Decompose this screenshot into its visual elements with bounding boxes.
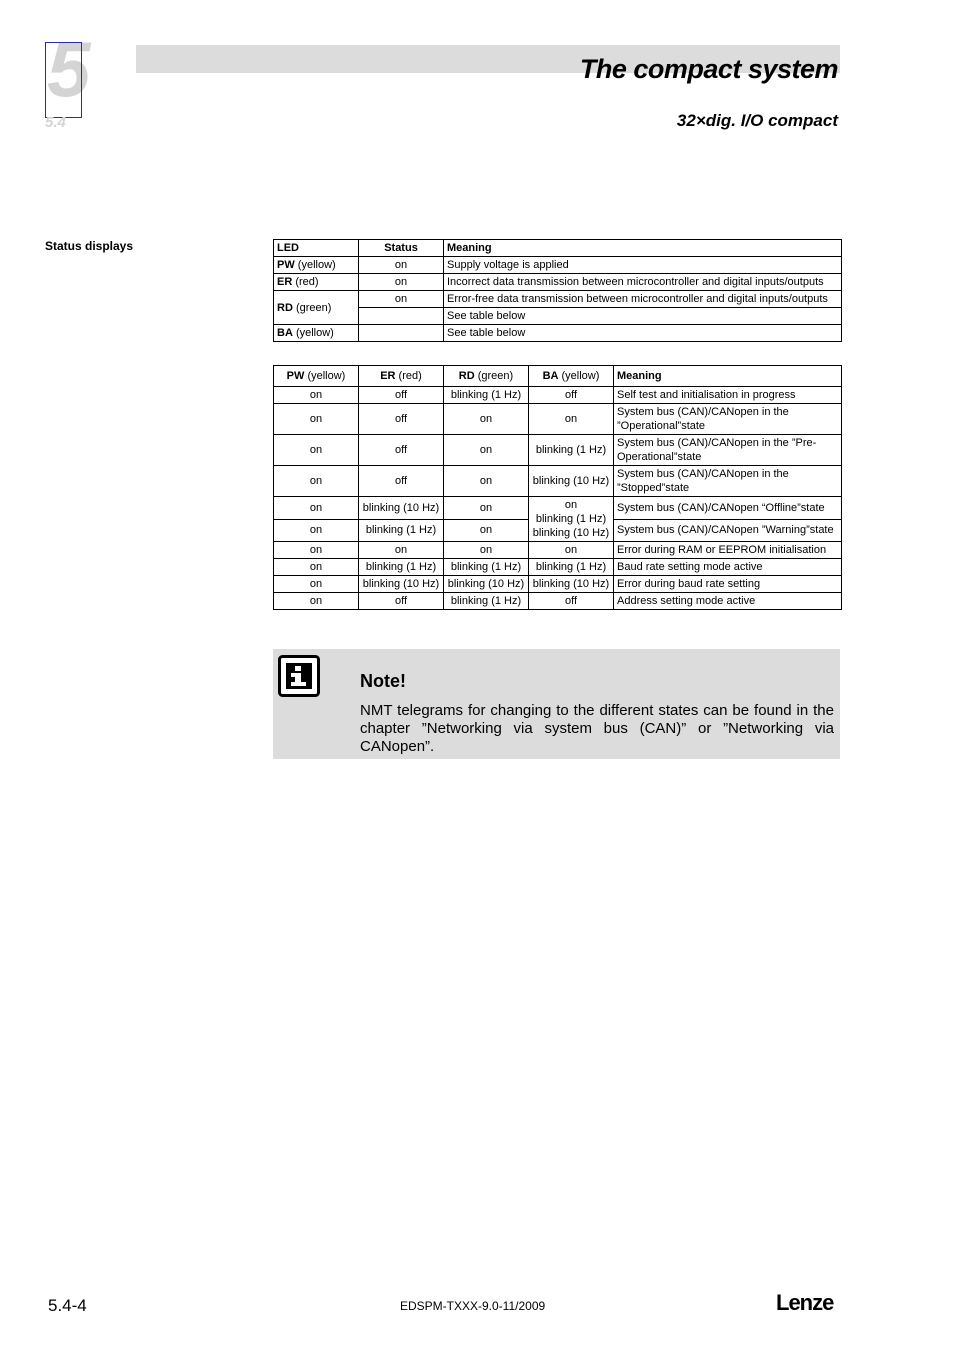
column-header — [274, 366, 359, 387]
table-row — [274, 542, 842, 559]
led-color: (red) — [398, 370, 422, 382]
led-color: (green) — [477, 370, 514, 382]
er-cell: blinking (10 Hz) — [359, 576, 444, 593]
pw-cell: on — [274, 404, 359, 435]
status-cell: on — [359, 257, 444, 274]
ba-cell: off — [529, 387, 614, 404]
table-row — [274, 593, 842, 610]
led-color: (yellow) — [295, 327, 334, 339]
table-row — [274, 404, 842, 435]
led-cell — [274, 257, 359, 274]
document-id: EDSPM-TXXX-9.0-11/2009 — [400, 1299, 546, 1313]
column-header: Status — [359, 240, 444, 257]
led-name: BA — [542, 370, 559, 382]
rd-cell: on — [444, 497, 529, 520]
table-row — [274, 559, 842, 576]
meaning-cell: System bus (CAN)/CANopen “Offline”state — [614, 497, 842, 520]
meaning-cell: Incorrect data transmission between microcontroller and digital inputs/outputs — [444, 274, 842, 291]
ba-cell: off — [529, 593, 614, 610]
er-cell: on — [359, 542, 444, 559]
table-row — [274, 325, 842, 342]
column-header: Meaning — [444, 240, 842, 257]
chapter-number: 5 — [47, 25, 91, 113]
status-cell: on — [359, 274, 444, 291]
led-color: (green) — [295, 301, 332, 314]
er-cell: off — [359, 404, 444, 435]
led-table — [273, 239, 842, 342]
led-cell — [274, 325, 359, 342]
rd-cell: blinking (1 Hz) — [444, 593, 529, 610]
led-color: (yellow) — [561, 370, 600, 382]
led-cell — [274, 291, 359, 325]
table-row — [274, 387, 842, 404]
page-title: The compact system — [579, 54, 838, 84]
ba-cell: blinking (10 Hz) — [529, 466, 614, 497]
pw-cell: on — [274, 435, 359, 466]
meaning-cell: See table below — [444, 308, 842, 325]
rd-cell: on — [444, 542, 529, 559]
meaning-cell: See table below — [444, 325, 842, 342]
led-name: ER — [277, 276, 293, 288]
pw-cell: on — [274, 519, 359, 542]
table-row — [274, 435, 842, 466]
meaning-cell: Error during baud rate setting — [614, 576, 842, 593]
table-row — [274, 257, 842, 274]
led-color: (yellow) — [307, 370, 346, 382]
meaning-cell: Error-free data transmission between microcontroller and digital inputs/outputs — [444, 291, 842, 308]
led-name: ER — [380, 370, 396, 382]
led-name: PW — [286, 370, 305, 382]
column-header: Meaning — [614, 366, 842, 387]
ba-cell — [529, 497, 614, 542]
rd-cell: blinking (1 Hz) — [444, 559, 529, 576]
ba-line: on — [564, 499, 578, 511]
meaning-cell: Supply voltage is applied — [444, 257, 842, 274]
state-table — [273, 365, 842, 610]
table-header-row — [274, 366, 842, 387]
meaning-cell: System bus (CAN)/CANopen in the ”Pre-Operational”state — [614, 435, 842, 466]
er-cell: blinking (1 Hz) — [359, 559, 444, 576]
rd-cell: blinking (1 Hz) — [444, 387, 529, 404]
table-row — [274, 576, 842, 593]
er-cell: off — [359, 593, 444, 610]
er-cell: blinking (1 Hz) — [359, 519, 444, 542]
led-name: RD — [277, 301, 293, 314]
er-cell: off — [359, 387, 444, 404]
section-number: 5.4 — [45, 114, 66, 131]
column-header — [359, 366, 444, 387]
table-row — [274, 466, 842, 497]
rd-cell: on — [444, 519, 529, 542]
ba-line: blinking (1 Hz) — [535, 513, 607, 525]
column-header — [529, 366, 614, 387]
table-row — [274, 291, 842, 308]
pw-cell: on — [274, 542, 359, 559]
meaning-cell: System bus (CAN)/CANopen in the ”Operational”state — [614, 404, 842, 435]
ba-cell: blinking (10 Hz) — [529, 576, 614, 593]
info-icon — [278, 655, 320, 697]
meaning-cell: System bus (CAN)/CANopen ”Warning”state — [614, 519, 842, 542]
column-header: LED — [274, 240, 359, 257]
rd-cell: on — [444, 404, 529, 435]
page-number: 5.4-4 — [48, 1296, 87, 1315]
ba-line: blinking (10 Hz) — [532, 527, 610, 539]
status-cell — [359, 308, 444, 325]
led-color: (yellow) — [297, 259, 336, 271]
note-text: NMT telegrams for changing to the different states can be found in the chapter ”Networking via system bus (CAN)” or ”Networking via CANopen”. — [360, 702, 834, 755]
page-subtitle: 32×dig. I/O compact — [676, 111, 838, 130]
table-row — [274, 274, 842, 291]
ba-cell: blinking (1 Hz) — [529, 559, 614, 576]
table-row — [274, 308, 842, 325]
pw-cell: on — [274, 576, 359, 593]
led-color: (red) — [295, 276, 319, 288]
pw-cell: on — [274, 387, 359, 404]
meaning-cell: Baud rate setting mode active — [614, 559, 842, 576]
chapter-number-frame — [45, 42, 82, 118]
ba-cell: blinking (1 Hz) — [529, 435, 614, 466]
led-name: PW — [277, 259, 295, 271]
rd-cell: blinking (10 Hz) — [444, 576, 529, 593]
side-heading: Status displays — [45, 239, 134, 253]
pw-cell: on — [274, 497, 359, 520]
led-name: RD — [458, 370, 475, 382]
status-cell: on — [359, 291, 444, 308]
pw-cell: on — [274, 466, 359, 497]
column-header — [444, 366, 529, 387]
pw-cell: on — [274, 559, 359, 576]
ba-cell: on — [529, 542, 614, 559]
note-title: Note! — [360, 671, 406, 691]
er-cell: off — [359, 435, 444, 466]
rd-cell: on — [444, 435, 529, 466]
led-name: BA — [277, 327, 293, 339]
table-row — [274, 497, 842, 520]
ba-cell: on — [529, 404, 614, 435]
meaning-cell: Address setting mode active — [614, 593, 842, 610]
lenze-logo: Lenze — [776, 1290, 834, 1315]
pw-cell: on — [274, 593, 359, 610]
rd-cell: on — [444, 466, 529, 497]
er-cell: blinking (10 Hz) — [359, 497, 444, 520]
meaning-cell: Self test and initialisation in progress — [614, 387, 842, 404]
table-header-row — [274, 240, 842, 257]
led-cell — [274, 274, 359, 291]
meaning-cell: Error during RAM or EEPROM initialisation — [614, 542, 842, 559]
status-cell — [359, 325, 444, 342]
er-cell: off — [359, 466, 444, 497]
meaning-cell: System bus (CAN)/CANopen in the ”Stopped”state — [614, 466, 842, 497]
